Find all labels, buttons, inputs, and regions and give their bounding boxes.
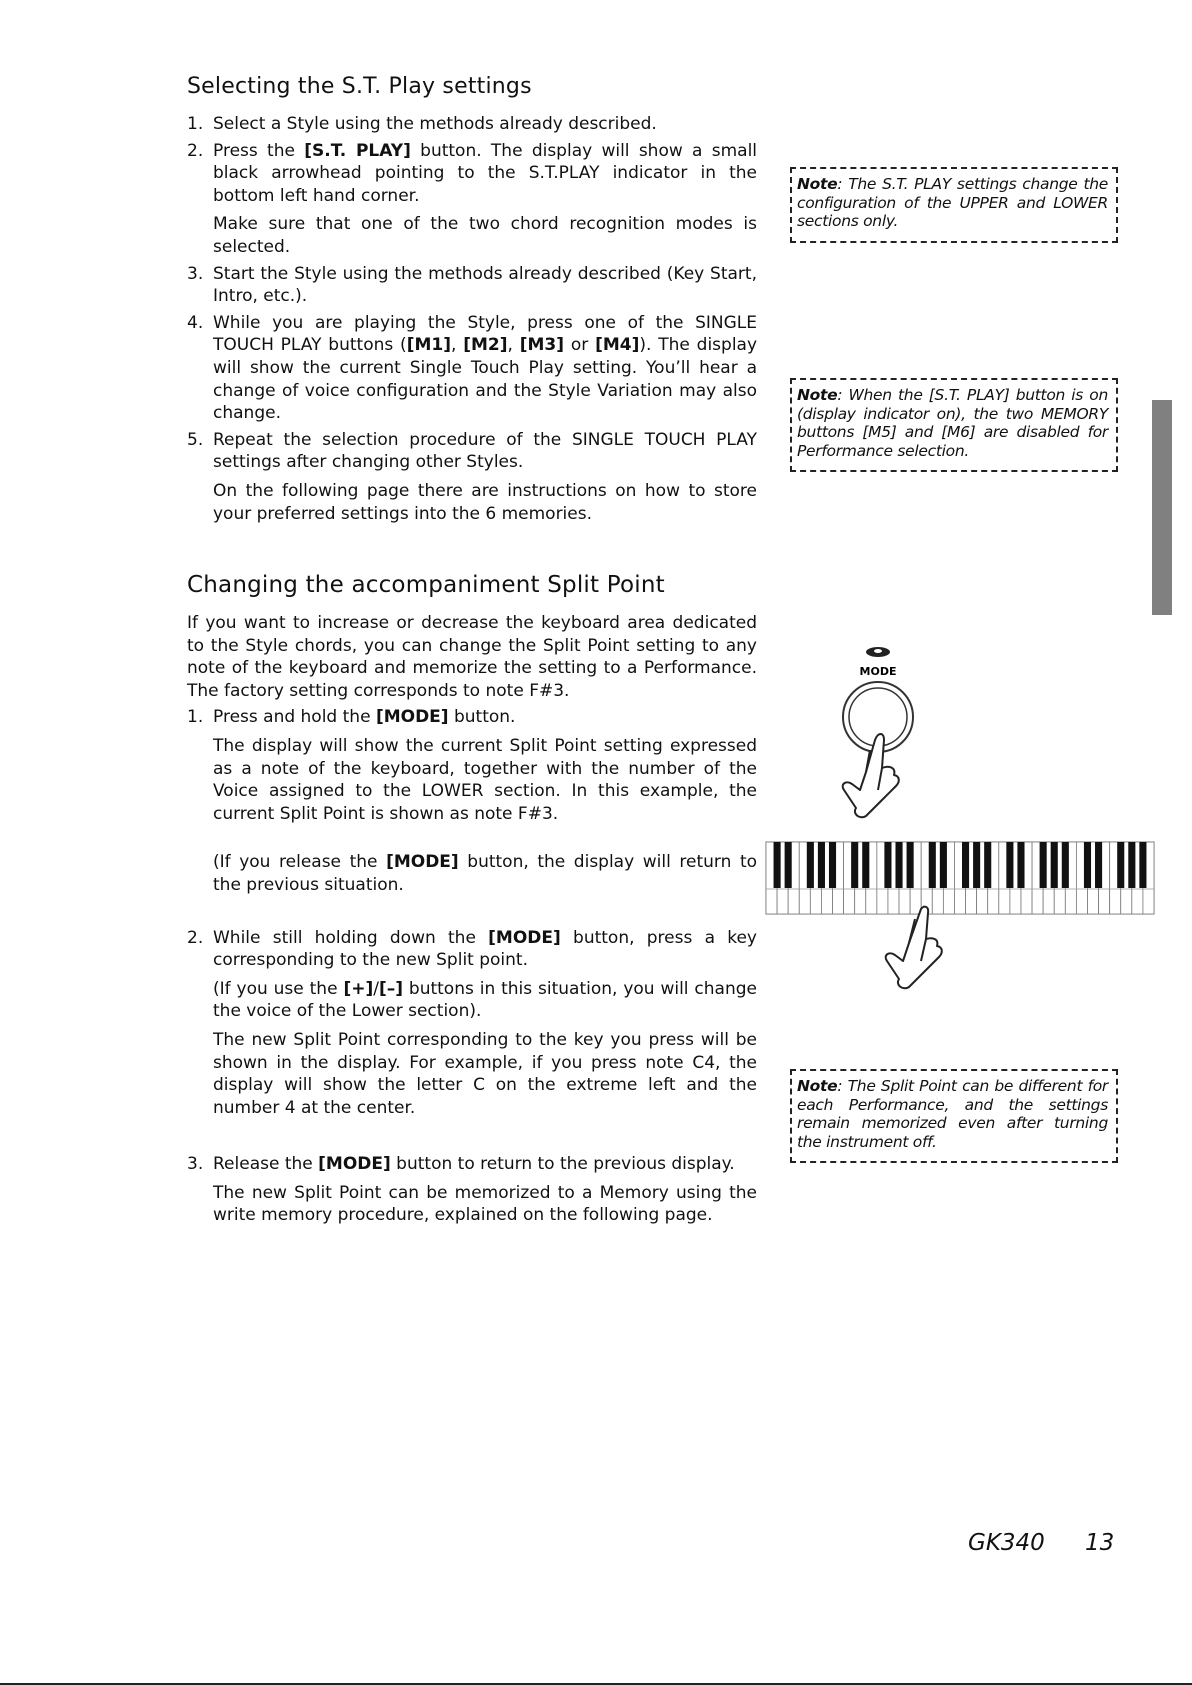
black-key [1128,842,1135,888]
list-item: 2. Press the [S.T. PLAY] button. The display will show a small black arrowhead pointing to the S.T.PLAY indicator in the bottom left hand corner. Make sure that one of the two chord recognition modes is selected. [187,140,758,257]
list-item: 1. Select a Style using the methods already described. [187,114,657,134]
black-key [1051,842,1058,888]
section-heading: Changing the accompaniment Split Point [187,572,665,598]
black-key [984,842,991,888]
chapter-tab [1152,400,1172,615]
black-key [774,842,781,888]
black-key [884,842,891,888]
black-key [1017,842,1024,888]
black-key [851,842,858,888]
black-key [940,842,947,888]
black-key [818,842,825,888]
footer-model: GK340 [968,1530,1045,1556]
black-key [862,842,869,888]
section-st-play [187,74,757,529]
black-key [1084,842,1091,888]
black-key [785,842,792,888]
list-item: 3. Release the [MODE] button to return to the previous display. The new Split Point can be memorized to a Memory using the write memory procedure, explained on the following page. [187,1154,757,1226]
black-key [895,842,902,888]
pointing-hand-icon [875,905,955,995]
list-item: 1. Press and hold the [MODE] button. The display will show the current Split Point setting expressed as a note of the keyboard, together with the number of the Voice assigned to the LOWER section. In this example, the current Split Point is shown as note F#3. (If you release the [MODE] button, the display will return to the previous situation. [187,707,758,895]
list-item: 4. While you are playing the Style, press one of the SINGLE TOUCH PLAY buttons ([M1], [M2], [M3] or [M4]). The display will show the current Single Touch Play setting. You’ll hear a change of voice configuration and the Style Variation may also change. [187,312,758,424]
list-item: 5. Repeat the selection procedure of the SINGLE TOUCH PLAY settings after changing other Styles. On the following page there are instructions on how to store your preferred settings into the 6 memories. [187,429,757,524]
black-key [962,842,969,888]
mode-button-label: MODE [859,665,897,678]
keyboard-illustration [765,841,1155,916]
page-number: 13 [1085,1530,1115,1556]
section-heading: Selecting the S.T. Play settings [187,74,532,99]
mode-button-illustration [820,640,940,820]
black-key [1062,842,1069,888]
note-box: Note: The S.T. PLAY settings change the configuration of the UPPER and LOWER sections only. [790,167,1118,243]
section-split-point [187,572,757,1231]
black-key [973,842,980,888]
black-key [929,842,936,888]
black-key [1095,842,1102,888]
black-key [907,842,914,888]
black-key [807,842,814,888]
black-key [1040,842,1047,888]
mode-button-icon [866,647,890,657]
black-key [829,842,836,888]
black-key [1117,842,1124,888]
note-box: Note: When the [S.T. PLAY] button is on (display indicator on), the two MEMORY buttons [M5] and [M6] are disabled for Performance selection. [790,378,1118,472]
black-key [1006,842,1013,888]
list-item: 2. While still holding down the [MODE] button, press a key corresponding to the new Split point. (If you use the [+]/[–] buttons in this situation, you will change the voice of the Lower section). The new Split Point corresponding to the key you press will be shown in the display. For example, if you press note C4, the display will show the letter C on the extreme left and the number 4 at the center. [187,927,757,1118]
black-key [1139,842,1146,888]
list-item: 3. Start the Style using the methods already described (Key Start, Intro, etc.). [187,263,757,307]
intro-paragraph: If you want to increase or decrease the keyboard area dedicated to the Style chords, you can change the Split Point setting to any note of the keyboard and memorize the setting to a Performance. The factory setting corresponds to note F#3. [187,613,757,701]
note-box: Note: The Split Point can be different for each Performance, and the settings remain memorized even after turning the instrument off. [790,1069,1118,1163]
